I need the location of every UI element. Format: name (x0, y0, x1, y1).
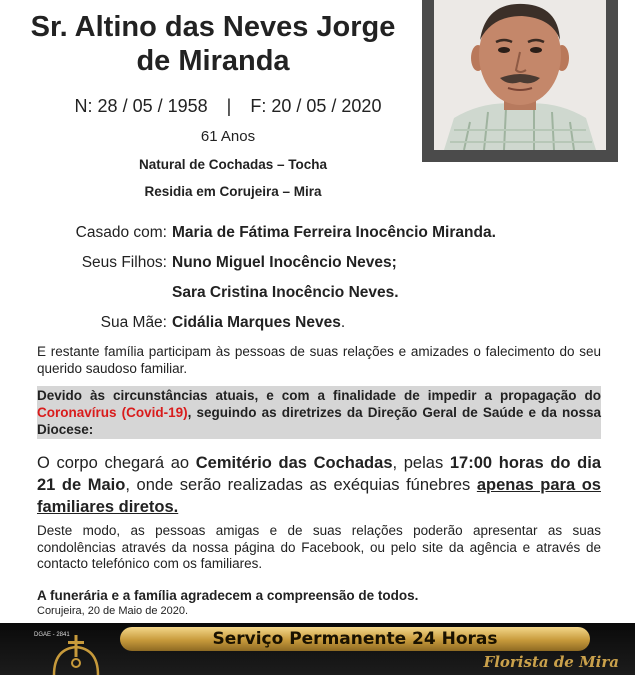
funeral-info (37, 452, 601, 518)
condolences-note: Deste modo, as pessoas amigas e de suas relações poderão apresentar as suas condolências através da nossa página do Facebook, ou pelo site da agência e através de contacto telefónico com os familiares. (37, 523, 601, 571)
covid-notice-part1: Devido às circunstâncias atuais, e com a finalidade de impedir a propagação do (37, 388, 601, 403)
natural-de: Natural de Cochadas – Tocha (138, 157, 328, 172)
closing-thanks: A funerária e a família agradecem a compreensão de todos. (37, 588, 419, 603)
mother-label: Sua Mãe: (100, 314, 167, 331)
funeral-info-part1: O corpo chegará ao (37, 454, 196, 472)
covid-term: Coronavírus (Covid-19) (37, 405, 188, 420)
funeral-info-part3: , onde serão realizadas as exéquias fúnebres (125, 476, 477, 494)
age: 61 Anos (200, 128, 256, 145)
funeral-time: 17:00 horas do dia 21 de Maio (37, 454, 602, 494)
dateline: Corujeira, 20 de Maio de 2020. (37, 605, 189, 617)
covid-notice (37, 387, 601, 438)
residia-em: Residia em Corujeira – Mira (144, 184, 322, 199)
portrait-frame (422, 0, 618, 162)
spouse-label: Casado com: (75, 224, 167, 241)
family-note: E restante família participam às pessoas de suas relações e amizades o falecimento do seu querido saudoso familiar. (37, 344, 601, 376)
cemetery-name: Cemitério das Cochadas (195, 454, 393, 472)
children-label: Seus Filhos: (81, 254, 167, 271)
service-banner-text: Serviço Permanente 24 Horas (212, 629, 498, 649)
funeral-info-part2: , pelas (392, 454, 450, 472)
birth-date: N: 28 / 05 / 1958 (74, 96, 208, 116)
funeral-cross-logo-icon (48, 633, 104, 675)
mother-period: . (340, 314, 346, 331)
covid-notice-part2: , seguindo as diretrizes da Direção Geral de Saúde e da nossa Diocese: (37, 405, 601, 437)
deceased-name-line1: Sr. Altino das Neves Jorge (30, 11, 396, 43)
birth-death-dates (8, 96, 448, 117)
child-name-1: Nuno Miguel Inocêncio Neves; (172, 254, 397, 271)
mother-name: Cidália Marques Neves (172, 314, 341, 331)
florist-name: Florista de Mira (483, 653, 619, 671)
family-only-note: apenas para os familiares diretos. (37, 476, 601, 516)
deceased-name-line2: de Miranda (136, 45, 290, 77)
spouse-name: Maria de Fátima Ferreira Inocêncio Miranda. (172, 224, 496, 241)
deceased-name (8, 10, 418, 78)
mother-line (172, 314, 345, 332)
dgae-code: DGAE - 2841 (34, 632, 70, 638)
child-name-2: Sara Cristina Inocêncio Neves. (172, 284, 399, 301)
death-date: F: 20 / 05 / 2020 (250, 96, 382, 116)
date-separator: | (226, 96, 232, 116)
portrait-photo (434, 0, 606, 150)
